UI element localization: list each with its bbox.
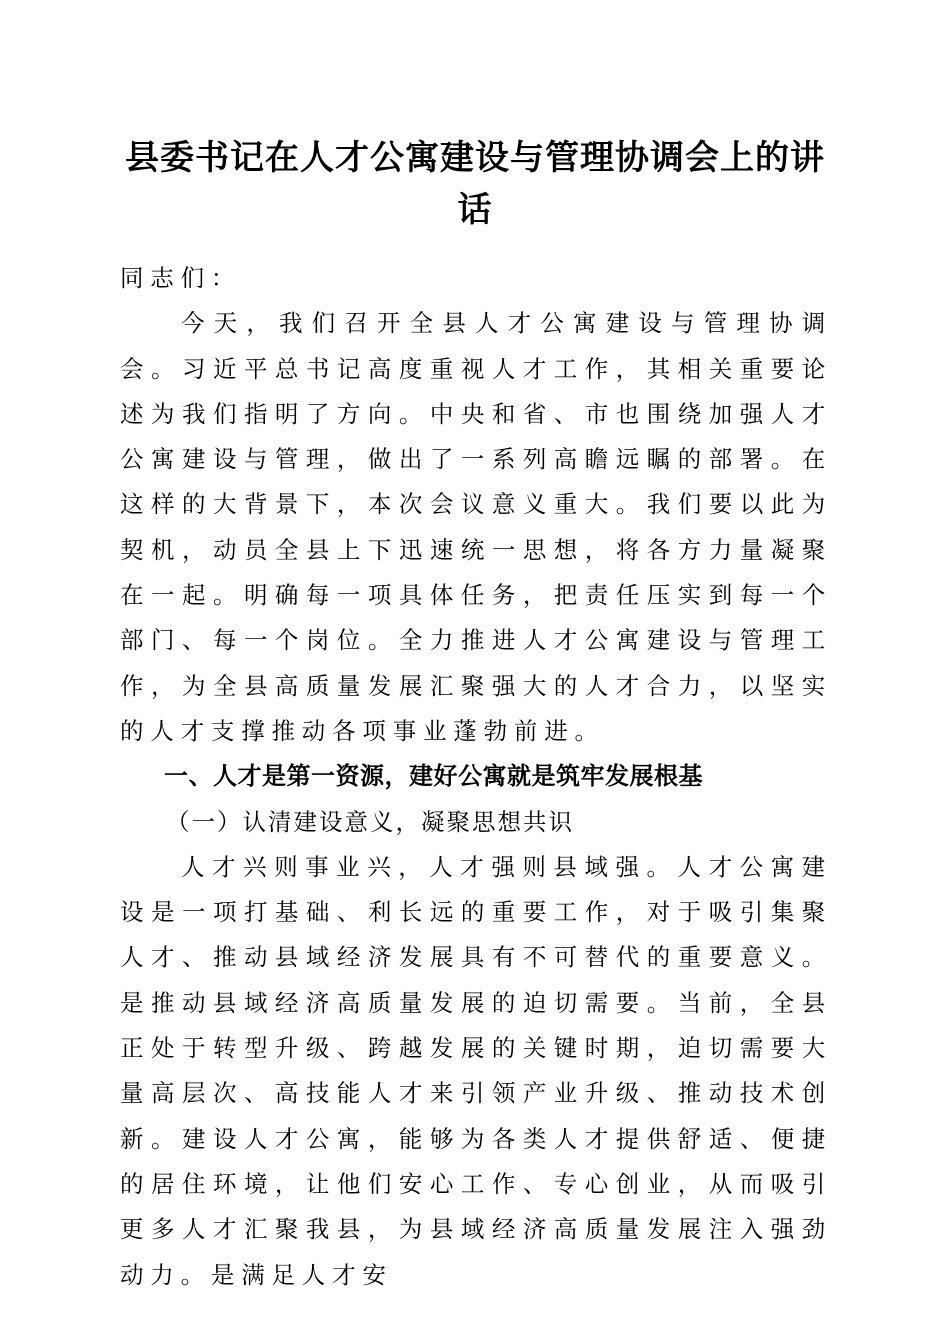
subsection-paragraph-1-1: 人才兴则事业兴，人才强则县域强。人才公寓建设是一项打基础、利长远的重要工作，对于吸引集聚人才、推动县域经济发展具有不可替代的重要意义。是推动县域经济高质量发展的迫切需要。当前，全县正处于转型升级、跨越发展的关键时期，迫切需要大量高层次、高技能人才来引领产业升级、推动技术创新。建设人才公寓，能够为各类人才提供舒适、便捷的居住环境，让他们安心工作、专心创业，从而吸引更多人才汇聚我县，为县域经济高质量发展注入强劲动力。是满足人才安 xyxy=(120,852,832,1289)
intro-paragraph: 今天，我们召开全县人才公寓建设与管理协调会。习近平总书记高度重视人才工作，其相关重要论述为我们指明了方向。中央和省、市也围绕加强人才公寓建设与管理，做出了一系列高瞻远瞩的部署。在这样的大背景下，本次会议意义重大。我们要以此为契机，动员全县上下迅速统一思想，将各方力量凝聚在一起。明确每一项具体任务，把责任压实到每一个部门、每一个岗位。全力推进人才公寓建设与管理工作，为全县高质量发展汇聚强大的人才合力，以坚实的人才支撑推动各项事业蓬勃前进。 xyxy=(120,309,832,745)
salutation: 同志们： xyxy=(120,264,242,292)
subsection-heading-1-1: （一）认清建设意义，凝聚思想共识 xyxy=(166,807,574,836)
document-title: 县委书记在人才公寓建设与管理协调会上的讲话 xyxy=(125,138,825,230)
section-heading-1: 一、人才是第一资源，建好公寓就是筑牢发展根基 xyxy=(164,762,703,791)
document-body xyxy=(120,256,832,1298)
